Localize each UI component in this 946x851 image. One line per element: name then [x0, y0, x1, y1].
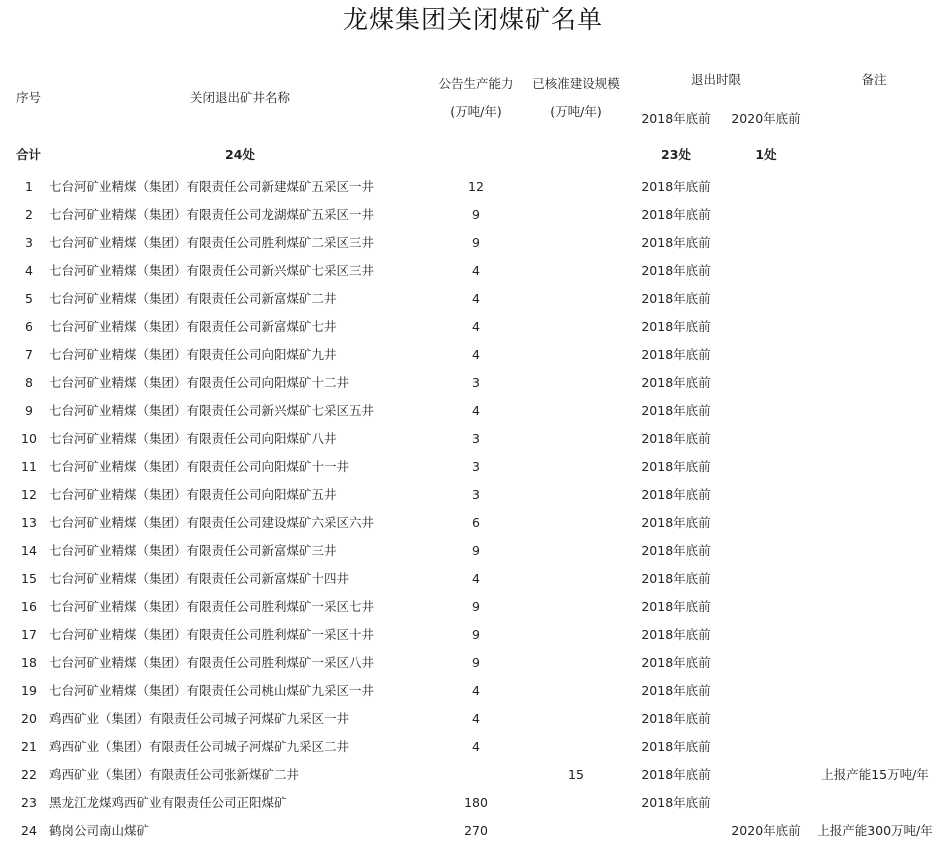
- mine-name: 七台河矿业精煤（集团）有限责任公司向阳煤矿八井: [49, 431, 337, 446]
- exit-2018: 2018年底前: [641, 235, 711, 250]
- mine-name: 七台河矿业精煤（集团）有限责任公司向阳煤矿十一井: [49, 459, 350, 474]
- mine-name: 七台河矿业精煤（集团）有限责任公司新富煤矿二井: [49, 291, 337, 306]
- exit-2018: 2018年底前: [641, 459, 711, 474]
- exit-2018: 2018年底前: [641, 207, 711, 222]
- header-capacity-unit: (万吨/年): [450, 104, 502, 119]
- row-number: 20: [21, 711, 37, 726]
- row-number: 1: [25, 179, 33, 194]
- exit-2018: 2018年底前: [641, 347, 711, 362]
- mine-name: 黑龙江龙煤鸡西矿业有限责任公司正阳煤矿: [49, 795, 287, 810]
- header-exit-time: 退出时限: [690, 72, 741, 87]
- mine-name: 七台河矿业精煤（集团）有限责任公司向阳煤矿五井: [49, 487, 337, 502]
- exit-2018: 2018年底前: [641, 431, 711, 446]
- mine-name: 七台河矿业精煤（集团）有限责任公司向阳煤矿九井: [49, 347, 337, 362]
- remark: 上报产能15万吨/年: [821, 767, 929, 782]
- row-number: 23: [21, 795, 37, 810]
- mine-name: 七台河矿业精煤（集团）有限责任公司新兴煤矿七采区三井: [49, 263, 375, 278]
- announced-capacity: 4: [472, 403, 480, 418]
- exit-2018: 2018年底前: [641, 319, 711, 334]
- mine-name: 七台河矿业精煤（集团）有限责任公司胜利煤矿一采区七井: [49, 599, 375, 614]
- approved-scale: 15: [568, 767, 584, 782]
- header-exit-2018: 2018年底前: [641, 111, 711, 126]
- exit-2018: 2018年底前: [641, 543, 711, 558]
- row-number: 11: [21, 459, 37, 474]
- row-number: 18: [21, 655, 37, 670]
- header-mine-name: 关闭退出矿井名称: [189, 90, 290, 105]
- announced-capacity: 3: [472, 459, 480, 474]
- mine-name: 七台河矿业精煤（集团）有限责任公司龙湖煤矿五采区一井: [49, 207, 375, 222]
- announced-capacity: 4: [472, 739, 480, 754]
- mine-name: 七台河矿业精煤（集团）有限责任公司新富煤矿十四井: [49, 571, 350, 586]
- exit-2018: 2018年底前: [641, 627, 711, 642]
- row-number: 5: [25, 291, 33, 306]
- exit-2018: 2018年底前: [641, 683, 711, 698]
- mine-name: 七台河矿业精煤（集团）有限责任公司新富煤矿七井: [49, 319, 337, 334]
- total-count-2018: 23处: [661, 147, 691, 162]
- announced-capacity: 4: [472, 263, 480, 278]
- exit-2018: 2018年底前: [641, 375, 711, 390]
- header-approved-scale: 已核准建设规模: [532, 76, 620, 91]
- row-number: 22: [21, 767, 37, 782]
- announced-capacity: 4: [472, 347, 480, 362]
- total-label: 合计: [16, 147, 42, 162]
- row-number: 6: [25, 319, 33, 334]
- header-remark: 备注: [861, 72, 887, 87]
- announced-capacity: 6: [472, 515, 480, 530]
- announced-capacity: 9: [472, 543, 480, 558]
- total-count: 24处: [225, 147, 255, 162]
- row-number: 14: [21, 543, 37, 558]
- announced-capacity: 12: [468, 179, 484, 194]
- announced-capacity: 9: [472, 599, 480, 614]
- row-number: 19: [21, 683, 37, 698]
- announced-capacity: 270: [464, 823, 488, 838]
- row-number: 7: [25, 347, 33, 362]
- row-number: 16: [21, 599, 37, 614]
- announced-capacity: 9: [472, 655, 480, 670]
- mine-name: 七台河矿业精煤（集团）有限责任公司新富煤矿三井: [49, 543, 337, 558]
- mine-name: 七台河矿业精煤（集团）有限责任公司桃山煤矿九采区一井: [49, 683, 375, 698]
- row-number: 3: [25, 235, 33, 250]
- announced-capacity: 9: [472, 235, 480, 250]
- row-number: 12: [21, 487, 37, 502]
- row-number: 21: [21, 739, 37, 754]
- exit-2020: 2020年底前: [731, 823, 801, 838]
- announced-capacity: 4: [472, 291, 480, 306]
- page-title: 龙煤集团关闭煤矿名单: [342, 5, 603, 34]
- remark: 上报产能300万吨/年: [817, 823, 933, 838]
- mine-name: 鹤岗公司南山煤矿: [49, 823, 150, 838]
- exit-2018: 2018年底前: [641, 767, 711, 782]
- mine-name: 七台河矿业精煤（集团）有限责任公司胜利煤矿一采区十井: [49, 627, 375, 642]
- exit-2018: 2018年底前: [641, 487, 711, 502]
- announced-capacity: 4: [472, 319, 480, 334]
- header-capacity: 公告生产能力: [438, 76, 514, 91]
- mine-name: 七台河矿业精煤（集团）有限责任公司建设煤矿六采区六井: [49, 515, 375, 530]
- row-number: 4: [25, 263, 33, 278]
- header-approved-scale-unit: (万吨/年): [550, 104, 602, 119]
- mine-name: 七台河矿业精煤（集团）有限责任公司胜利煤矿二采区三井: [49, 235, 375, 250]
- row-number: 17: [21, 627, 37, 642]
- row-number: 15: [21, 571, 37, 586]
- exit-2018: 2018年底前: [641, 515, 711, 530]
- exit-2018: 2018年底前: [641, 403, 711, 418]
- header-exit-2020: 2020年底前: [731, 111, 801, 126]
- exit-2018: 2018年底前: [641, 795, 711, 810]
- announced-capacity: 180: [464, 795, 488, 810]
- row-number: 24: [21, 823, 37, 838]
- exit-2018: 2018年底前: [641, 655, 711, 670]
- mine-name: 七台河矿业精煤（集团）有限责任公司新建煤矿五采区一井: [49, 179, 375, 194]
- announced-capacity: 3: [472, 431, 480, 446]
- announced-capacity: 3: [472, 375, 480, 390]
- exit-2018: 2018年底前: [641, 179, 711, 194]
- exit-2018: 2018年底前: [641, 711, 711, 726]
- total-count-2020: 1处: [755, 147, 777, 162]
- exit-2018: 2018年底前: [641, 739, 711, 754]
- announced-capacity: 9: [472, 207, 480, 222]
- mine-name: 七台河矿业精煤（集团）有限责任公司向阳煤矿十二井: [49, 375, 350, 390]
- announced-capacity: 4: [472, 571, 480, 586]
- mine-name: 七台河矿业精煤（集团）有限责任公司新兴煤矿七采区五井: [49, 403, 375, 418]
- exit-2018: 2018年底前: [641, 599, 711, 614]
- exit-2018: 2018年底前: [641, 571, 711, 586]
- exit-2018: 2018年底前: [641, 291, 711, 306]
- mine-name: 鸡西矿业（集团）有限责任公司张新煤矿二井: [49, 767, 300, 782]
- announced-capacity: 4: [472, 711, 480, 726]
- announced-capacity: 9: [472, 627, 480, 642]
- exit-2018: 2018年底前: [641, 263, 711, 278]
- row-number: 9: [25, 403, 33, 418]
- row-number: 2: [25, 207, 33, 222]
- row-number: 13: [21, 515, 37, 530]
- announced-capacity: 3: [472, 487, 480, 502]
- mine-name: 鸡西矿业（集团）有限责任公司城子河煤矿九采区一井: [49, 711, 350, 726]
- header-seq: 序号: [16, 90, 42, 105]
- row-number: 10: [21, 431, 37, 446]
- row-number: 8: [25, 375, 33, 390]
- mine-name: 鸡西矿业（集团）有限责任公司城子河煤矿九采区二井: [49, 739, 350, 754]
- mine-name: 七台河矿业精煤（集团）有限责任公司胜利煤矿一采区八井: [49, 655, 375, 670]
- announced-capacity: 4: [472, 683, 480, 698]
